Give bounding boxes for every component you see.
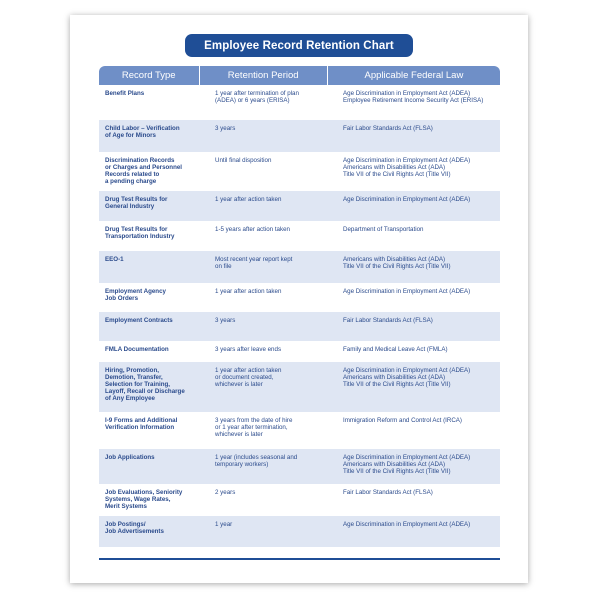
federal-law-cell: Age Discrimination in Employment Act (ADEA) Americans with Disabilities Act (ADA) Title VII of the Civil Rights Act (Title VII) [343,367,471,389]
retention-period-cell: 3 years from the date of hire or 1 year after termination, whichever is later [215,417,293,439]
table-row [99,283,500,312]
federal-law-cell: Age Discrimination in Employment Act (ADEA) [343,288,471,295]
retention-period-cell: 1-5 years after action taken [215,226,290,233]
federal-law-cell: Age Discrimination in Employment Act (ADEA) [343,521,471,528]
table-row [99,221,500,251]
federal-law-cell: Fair Labor Standards Act (FLSA) [343,317,433,324]
record-type-cell: Drug Test Results for Transportation Industry [105,226,175,241]
federal-law-cell: Fair Labor Standards Act (FLSA) [343,125,433,132]
record-type-cell: Employment Agency Job Orders [105,288,166,303]
table-row [99,516,500,547]
footer-divider [99,558,500,560]
federal-law-cell: Age Discrimination in Employment Act (ADEA) Employee Retirement Income Security Act (ERISA) [343,90,484,105]
federal-law-cell: Department of Transportation [343,226,424,233]
retention-period-cell: Until final disposition [215,157,272,164]
document-page [70,15,528,583]
record-type-cell: Job Evaluations, Seniority Systems, Wage Rates, Merit Systems [105,489,183,511]
federal-law-cell: Family and Medical Leave Act (FMLA) [343,346,448,353]
federal-law-cell: Age Discrimination in Employment Act (ADEA) Americans with Disabilities Act (ADA) Title VII of the Civil Rights Act (Title VII) [343,157,471,179]
retention-period-cell: 3 years [215,125,236,132]
table-row [99,152,500,191]
record-type-cell: EEO-1 [105,256,124,263]
federal-law-cell: Americans with Disabilities Act (ADA) Title VII of the Civil Rights Act (Title VII) [343,256,451,271]
record-type-cell: Hiring, Promotion, Demotion, Transfer, Selection for Training, Layoff, Recall or Discharge of Any Employee [105,367,185,403]
record-type-cell: FMLA Documentation [105,346,169,353]
record-type-cell: Discrimination Records or Charges and Personnel Records related to a pending charge [105,157,183,186]
retention-period-cell: Most recent year report kept on file [215,256,293,271]
retention-period-cell: 1 year after action taken or document created, whichever is later [215,367,282,389]
table-row [99,362,500,412]
header-retention-period: Retention Period [200,66,328,85]
federal-law-cell: Fair Labor Standards Act (FLSA) [343,489,433,496]
record-type-cell: Child Labor – Verification of Age for Minors [105,125,180,140]
table-row [99,484,500,516]
table-row [99,412,500,449]
table-row [99,449,500,484]
retention-period-cell: 1 year after termination of plan (ADEA) or 6 years (ERISA) [215,90,299,105]
retention-period-cell: 1 year after action taken [215,196,282,203]
retention-period-cell: 1 year (includes seasonal and temporary workers) [215,454,298,469]
table-row [99,85,500,120]
table-row [99,341,500,362]
table-row [99,312,500,341]
record-type-cell: Benefit Plans [105,90,145,97]
chart-title: Employee Record Retention Chart [185,34,413,57]
federal-law-cell: Age Discrimination in Employment Act (ADEA) [343,196,471,203]
federal-law-cell: Age Discrimination in Employment Act (ADEA) Americans with Disabilities Act (ADA) Title VII of the Civil Rights Act (Title VII) [343,454,471,476]
retention-period-cell: 1 year [215,521,233,528]
header-record-type: Record Type [99,66,200,85]
record-type-cell: Job Postings/ Job Advertisements [105,521,164,536]
table-header [99,66,500,85]
record-type-cell: Employment Contracts [105,317,173,324]
retention-table [99,66,500,547]
table-row [99,251,500,283]
record-type-cell: Job Applications [105,454,155,461]
table-row [99,120,500,152]
federal-law-cell: Immigration Reform and Control Act (IRCA) [343,417,462,424]
header-federal-law: Applicable Federal Law [364,70,464,81]
record-type-cell: I-9 Forms and Additional Verification Information [105,417,178,432]
table-row [99,191,500,221]
record-type-cell: Drug Test Results for General Industry [105,196,168,211]
retention-period-cell: 3 years [215,317,236,324]
retention-period-cell: 3 years after leave ends [215,346,282,353]
retention-period-cell: 2 years [215,489,236,496]
retention-period-cell: 1 year after action taken [215,288,282,295]
